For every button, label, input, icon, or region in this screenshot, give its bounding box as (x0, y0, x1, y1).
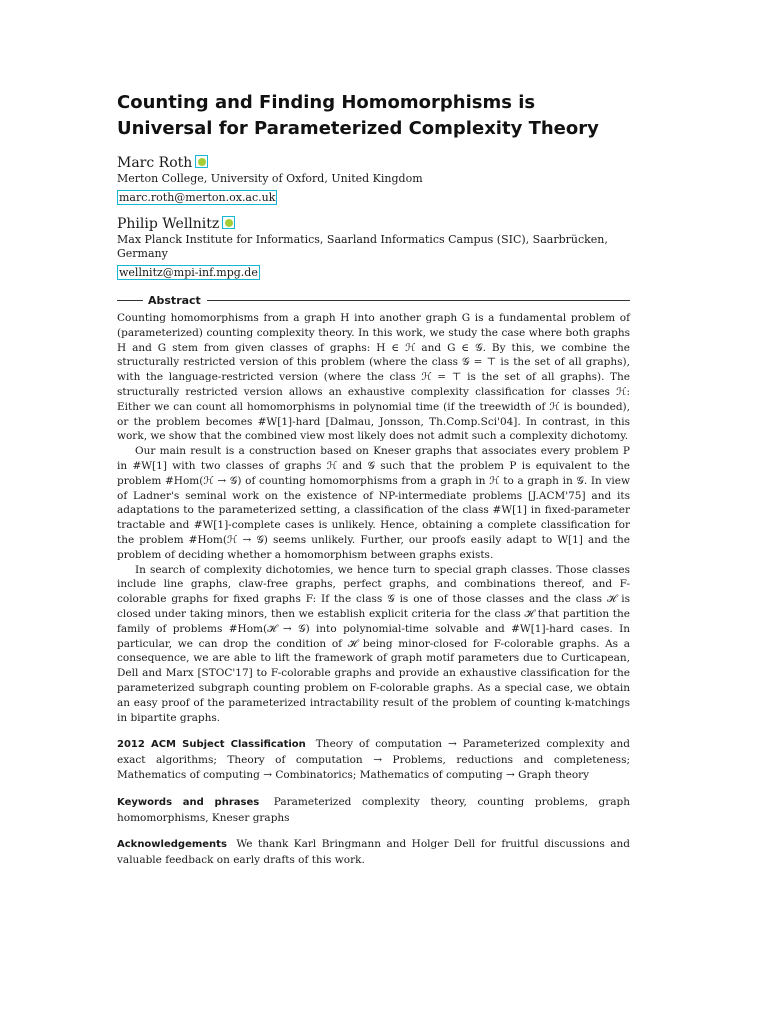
acm-classification (117, 737, 630, 782)
keywords-label: Keywords and phrases (117, 796, 260, 808)
paper-title (117, 90, 630, 142)
author-block (117, 213, 630, 280)
author-email-link[interactable]: wellnitz@mpi-inf.mpg.de (119, 266, 258, 279)
author-name: Philip Wellnitz (117, 216, 220, 232)
abstract-heading (117, 294, 630, 307)
acknowledgements-label: Acknowledgements (117, 839, 227, 851)
author-affiliation: Merton College, University of Oxford, United Kingdom (117, 172, 423, 185)
acknowledgements (117, 837, 630, 868)
author-name: Marc Roth (117, 155, 193, 171)
abstract-paragraph: Counting homomorphisms from a graph H into another graph G is a fundamental problem of (parameterized) counting complexity theory. In this work, we study the case where both graphs H and G stem from given classes of graphs: H ∈ ℋ and G ∈ 𝒢. By this, we combine the structurally restricted version of this problem (where the class 𝒢 = ⊤ is the set of all graphs), with the language-restricted version (where the class ℋ = ⊤ is the set of all graphs). The structurally restricted version allows an exhaustive complexity classification for classes ℋ: Either we can count all homomorphisms in polynomial time (if the treewidth of ℋ is bounded), or the problem becomes #W[1]-hard [Dalmau, Jonsson, Th.Comp.Sci'04]. In contrast, in this work, we show that the combined view most likely does not admit such a complexity dichotomy. (117, 312, 630, 443)
author-affiliation: Max Planck Institute for Informatics, Saarland Informatics Campus (SIC), Saarbrücken, Germany (117, 233, 608, 260)
orcid-icon[interactable] (222, 216, 235, 229)
abstract-paragraph: In search of complexity dichotomies, we hence turn to special graph classes. Those classes include line graphs, claw-free graphs, perfect graphs, and combinations thereof, and F-colorable graphs for fixed graphs F: If the class 𝒢 is one of those classes and the class ℋ is closed under taking minors, then we establish explicit criteria for the class ℋ that partition the family of problems #Hom(ℋ → 𝒢) into polynomial-time solvable and #W[1]-hard cases. In particular, we can drop the condition of ℋ being minor-closed for F-colorable graphs. As a consequence, we are able to lift the framework of graph motif parameters due to Curticapean, Dell and Marx [STOC'17] to F-colorable graphs and provide an exhaustive classification for the parameterized subgraph counting problem on F-colorable graphs. As a special case, we obtain an easy proof of the parameterized intractability result of the problem of counting k-matchings in bipartite graphs. (117, 563, 630, 724)
orcid-icon[interactable] (195, 155, 208, 168)
keywords-text: Parameterized complexity theory, counting problems, graph homomorphisms, Kneser graphs (117, 795, 630, 824)
acknowledgements-text: We thank Karl Bringmann and Holger Dell for fruitful discussions and valuable feedback on early drafts of this work. (117, 838, 630, 867)
author-block (117, 152, 630, 205)
acm-classification-label: 2012 ACM Subject Classification (117, 739, 306, 751)
abstract-paragraph: Our main result is a construction based on Kneser graphs that associates every problem P in #W[1] with two classes of graphs ℋ and 𝒢 such that the problem P is equivalent to the problem #Hom(ℋ → 𝒢) of counting homomorphisms from a graph in ℋ to a graph in 𝒢. In view of Ladner's seminal work on the existence of NP-intermediate problems [J.ACM'75] and its adaptations to the parameterized setting, a classification of the class #W[1] in fixed-parameter tractable and #W[1]-complete cases is unlikely. Hence, obtaining a complete classification for the problem #Hom(ℋ → 𝒢) seems unlikely. Further, our proofs easily adapt to W[1] and the problem of deciding whether a homomorphism between graphs exists. (117, 445, 630, 561)
paper-page (117, 90, 630, 868)
keywords (117, 795, 630, 826)
abstract-heading-label: Abstract (148, 294, 201, 307)
title-line-2: Universal for Parameterized Complexity Theory (117, 118, 599, 139)
acm-classification-text: Theory of computation → Parameterized complexity and exact algorithms; Theory of computation → Problems, reductions and completeness; Mathematics of computing → Combinatorics; Mathematics of computing → Graph theory (117, 738, 630, 781)
author-email-link[interactable]: marc.roth@merton.ox.ac.uk (119, 191, 276, 204)
heading-rule (117, 300, 143, 301)
title-line-1: Counting and Finding Homomorphisms is (117, 92, 536, 113)
heading-rule (207, 300, 630, 301)
